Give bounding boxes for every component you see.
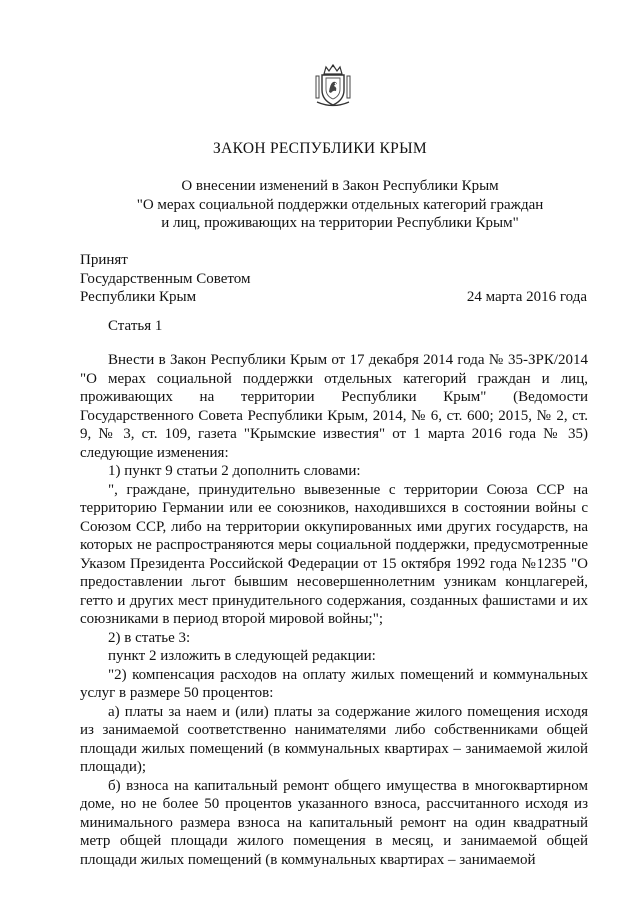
coat-of-arms-icon [314,64,352,108]
subtitle-line: "О мерах социальной поддержки отдельных категорий граждан [136,196,544,213]
paragraph: Внести в Закон Республики Крым от 17 декабря 2014 года № 35-ЗРК/2014 "О мерах социальной поддержки отдельных категорий граждан и лиц, проживающих на территории Республики Крым" (Ведомости Государственного Совета Республики Крым, 2014, № 6, ст. 600; 2015, № 2, ст. 9, № 3, ст. 109, газета "Крымские известия" от 1 марта 2016 года № 35) следующие изменения: [80,352,588,461]
adoption-date: 24 марта 2016 года [466,289,587,305]
subtitle-line: и лиц, проживающих на территории Республики Крым" [161,215,519,231]
paragraph: а) платы за наем и (или) платы за содержание жилого помещения исходя из занимаемой соответственно нанимателями либо собственниками общей площади жилых помещений (в коммунальных квартирах – занимаемой жилой площади); [80,703,588,775]
adoption-block [80,251,251,307]
paragraph: б) взноса на капитальный ремонт общего имущества в многоквартирном доме, но не более 50 процентов указанного взноса, рассчитанного исходя из минимального размера взноса на капитальный ремонт на один квадратный метр общей площади жилого помещения в месяц, и занимаемой общей площади жилых помещений (в коммунальных квартирах – занимаемой [80,777,588,868]
paragraph: 1) пункт 9 статьи 2 дополнить словами: [108,463,361,479]
article-heading: Статья 1 [108,318,163,334]
paragraph: пункт 2 изложить в следующей редакции: [108,648,376,664]
paragraph: ", граждане, принудительно вывезенные с территории Союза ССР на территорию Германии или ее союзников, находившихся в состоянии войны с Союзом ССР, либо на территории оккупированных ими других государств, на которых не распространяются меры социальной поддержки, предусмотренные Указом Президента Российской Федерации от 15 октября 1992 года №1235 "О предоставлении льгот бывшим несовершеннолетним узникам концлагерей, гетто и других мест принудительного содержания, созданных фашистами и их союзниками в период второй мировой войны;"; [80,481,588,627]
subtitle-line: О внесении изменений в Закон Республики Крым [181,178,499,194]
law-subtitle [100,177,580,233]
law-title: ЗАКОН РЕСПУБЛИКИ КРЫМ [213,140,427,157]
article-body [80,351,588,869]
adoption-line: Государственным Советом [80,270,251,287]
adoption-line: Республики Крым [80,289,197,305]
paragraph: "2) компенсация расходов на оплату жилых помещений и коммунальных услуг в размере 50 процентов: [80,666,588,701]
paragraph: 2) в статье 3: [108,629,191,646]
adoption-line: Принят [80,252,128,268]
